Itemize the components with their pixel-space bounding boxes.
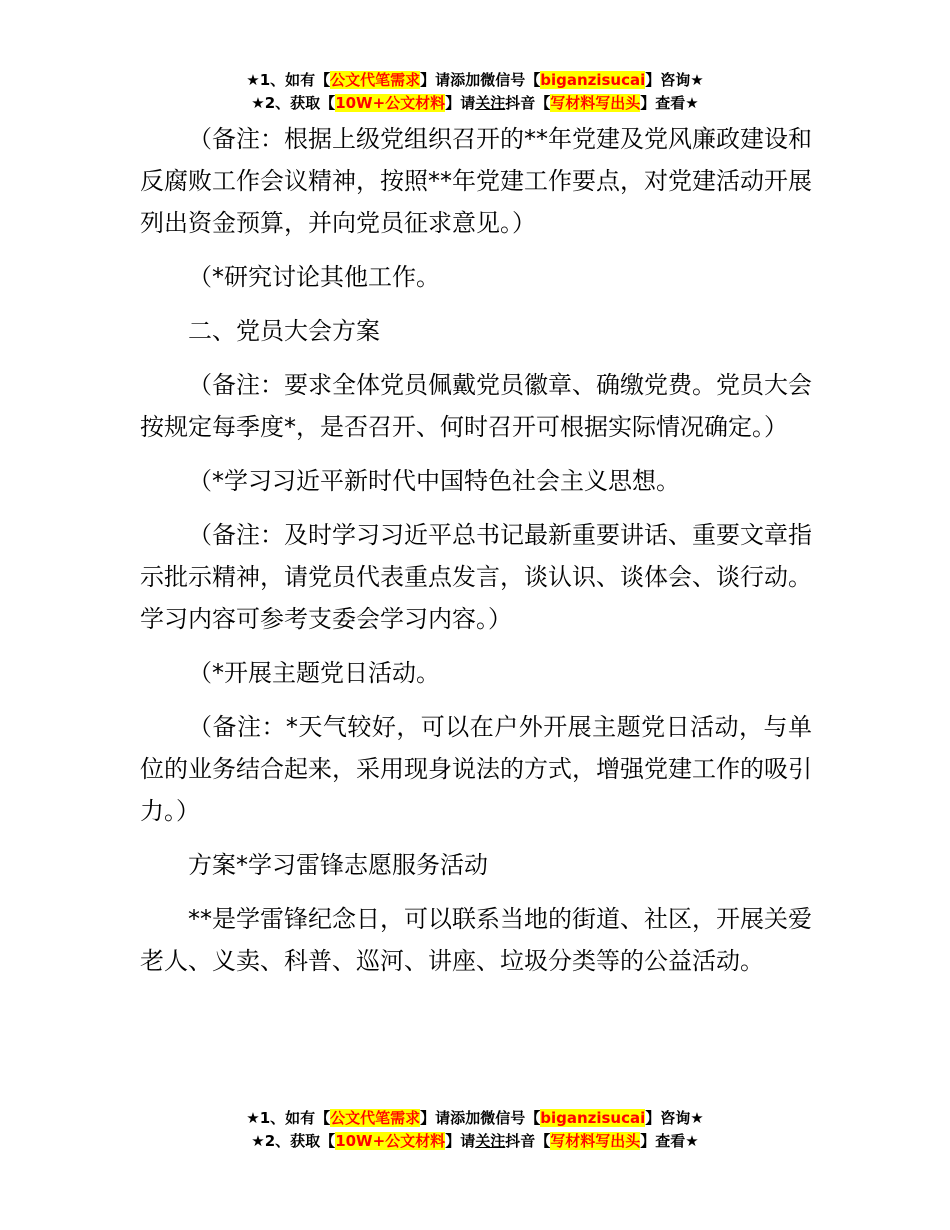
- highlight-douyin: 写材料写出头: [550, 1132, 641, 1150]
- paragraph: （备注：及时学习习近平总书记最新重要讲话、重要文章指示批示精神，请党员代表重点发言，谈认识、谈体会、谈行动。学习内容可参考支委会学习内容。）: [140, 521, 812, 633]
- banner-text: 】请: [445, 1132, 476, 1150]
- banner-line-1: [0, 1107, 950, 1130]
- banner-text: ★1、如有【: [246, 1109, 331, 1127]
- section-heading: 二、党员大会方案: [188, 317, 380, 345]
- highlight-service: 公文代笔需求: [330, 1109, 421, 1127]
- banner-text: 】请: [445, 94, 476, 112]
- paragraph: （*研究讨论其他工作。: [188, 263, 440, 291]
- banner-text: 】请添: [420, 71, 466, 89]
- banner-follow: 关注: [475, 1132, 506, 1150]
- banner-text: 微信号【: [480, 1109, 541, 1127]
- banner-text: ★1、如有【: [246, 71, 331, 89]
- banner-text: 】咨询★: [645, 1109, 704, 1127]
- banner-line-1: [0, 69, 950, 92]
- highlight-service: 公文代笔需求: [330, 71, 421, 89]
- paragraph: （备注：*天气较好，可以在户外开展主题党日活动，与单位的业务结合起来，采用现身说法的方式，增强党建工作的吸引力。）: [140, 713, 812, 825]
- paragraph: **是学雷锋纪念日，可以联系当地的街道、社区，开展关爱老人、义卖、科普、巡河、讲座、垃圾分类等的公益活动。: [140, 905, 812, 975]
- banner-text: ★2、获取【: [251, 1132, 336, 1150]
- banner-text: 微信号【: [480, 71, 541, 89]
- banner-text: ★2、获取【: [251, 94, 336, 112]
- paragraph: （*学习习近平新时代中国特色社会主义思想。: [188, 467, 680, 495]
- banner-text: 】请添: [420, 1109, 466, 1127]
- document-body: [140, 118, 812, 994]
- paragraph: （*开展主题党日活动。: [188, 659, 440, 687]
- highlight-douyin: 写材料写出头: [550, 94, 641, 112]
- highlight-wechat-id: biganzisucai: [540, 1109, 646, 1127]
- header-banner: [0, 69, 950, 115]
- paragraph: 方案*学习雷锋志愿服务活动: [188, 851, 488, 879]
- banner-text: 加: [465, 71, 481, 89]
- highlight-materials: 10W+公文材料: [335, 1132, 446, 1150]
- highlight-wechat-id: biganzisucai: [540, 71, 646, 89]
- banner-text: 】咨询★: [645, 71, 704, 89]
- banner-text: 加: [465, 1109, 481, 1127]
- banner-line-2: [0, 92, 950, 115]
- banner-follow: 关注: [475, 94, 506, 112]
- paragraph: （备注：根据上级党组织召开的**年党建及党风廉政建设和反腐败工作会议精神，按照**年党建工作要点，对党建活动开展列出资金预算，并向党员征求意见。）: [140, 125, 812, 237]
- banner-text: 抖音【: [505, 94, 551, 112]
- banner-text: 】查看★: [640, 94, 699, 112]
- banner-line-2: [0, 1130, 950, 1153]
- banner-text: 抖音【: [505, 1132, 551, 1150]
- footer-banner: [0, 1107, 950, 1153]
- highlight-materials: 10W+公文材料: [335, 94, 446, 112]
- banner-text: 】查看★: [640, 1132, 699, 1150]
- paragraph: （备注：要求全体党员佩戴党员徽章、确缴党费。党员大会按规定每季度*，是否召开、何时召开可根据实际情况确定。）: [140, 371, 812, 441]
